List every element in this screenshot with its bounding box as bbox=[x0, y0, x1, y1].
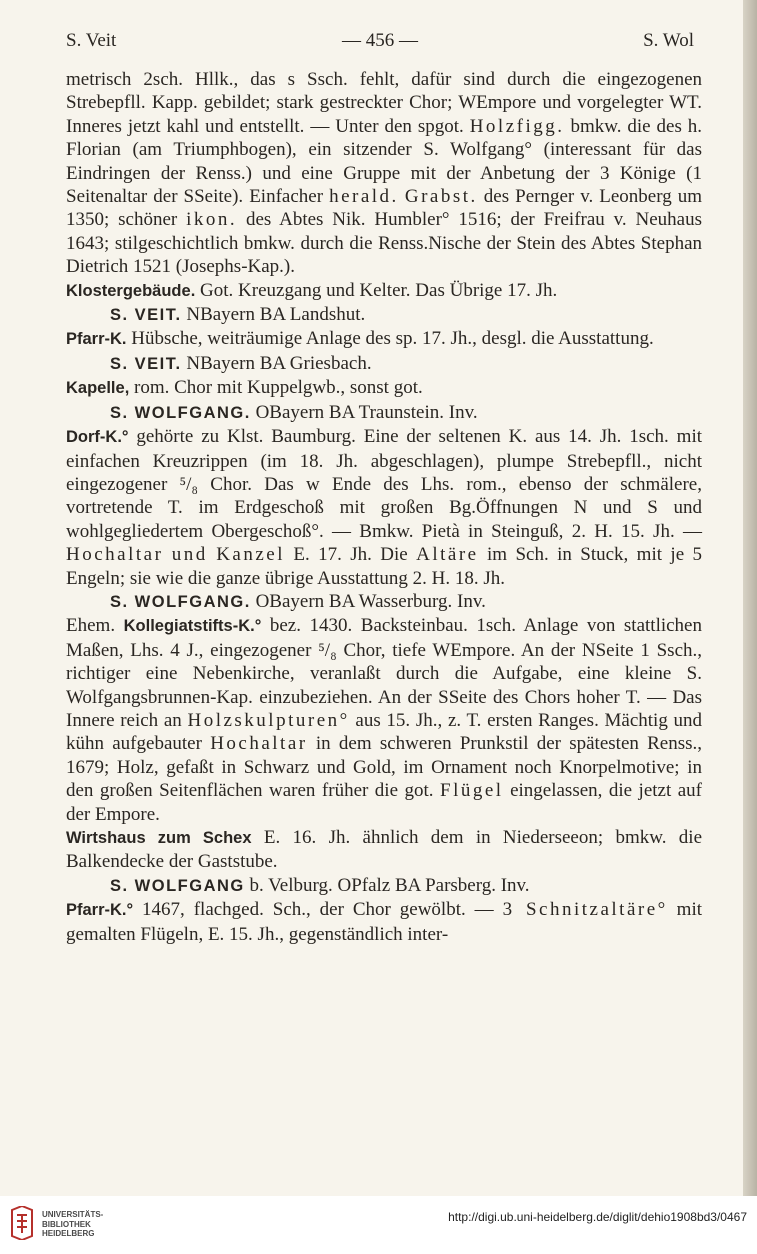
entry-heading-s-wolfgang-velburg: S. WOLFGANG b. Velburg. OPfalz BA Parsberg. Inv. bbox=[110, 874, 530, 896]
header-left: S. Veit bbox=[66, 30, 117, 51]
paragraph-pfarr-k-velburg: Pfarr-K.° 1467, flachged. Sch., der Chor gewölbt. — 3 Schnitzaltäre° mit gemalten Flügeln, E. 15. Jh., gegenständlich inter- bbox=[66, 899, 703, 945]
paragraph-klostergebaeude: Klostergebäude. Got. Kreuzgang und Kelter. Das Übrige 17. Jh. bbox=[66, 279, 558, 301]
entry-heading-s-wolfgang-traunstein: S. WOLFGANG. OBayern BA Traunstein. Inv. bbox=[110, 401, 478, 423]
university-library-logo-icon bbox=[8, 1206, 36, 1240]
header-right: S. Wol bbox=[643, 30, 694, 51]
library-name: UNIVERSITÄTS- BIBLIOTHEK HEIDELBERG bbox=[42, 1210, 104, 1238]
entry-heading-s-veit-griesbach: S. VEIT. NBayern BA Griesbach. bbox=[110, 352, 372, 374]
digitization-footer bbox=[0, 1196, 757, 1254]
paragraph-s-veit-continued: metrisch 2sch. Hllk., das s Ssch. fehlt, dafür sind durch die eingezogenen Strebepfll. Kapp. gebildet; stark gestreckter Chor; WEmpore und vorgelegter WT. Inneres jetzt kahl und entstellt. — Unter den spgot. Holzfigg. bmkw. die des h. Florian (am Triumphbogen), ein sitzender S. Wolfgang° (interessant für das Eindringen der Renss.) und eine Gruppe mit der Anbetung der 3 Könige (1 Seitenaltar der SSeite). Einfacher herald. Grabst. des Pernger v. Leonberg um 1350; schöner ikon. des Abtes Nik. Humbler° 1516; der Freifrau v. Neuhaus 1643; stilgeschichtlich bmkw. durch die Renss.Nische der Stein des Abtes Stephan Dietrich 1521 (Josephs-Kap.). bbox=[66, 69, 703, 278]
page-number: — 456 — bbox=[342, 30, 418, 51]
paragraph-kollegiatstifts-k: Ehem. Kollegiatstifts-K.° bez. 1430. Backsteinbau. 1sch. Anlage von stattlichen Maßen, Lhs. 4 J., eingezogener ⁵/₈ Chor, tiefe WEmpore. An der NSeite 1 Ssch., richtiger eine Nebenkirche, veranlaßt durch die Aufgabe, eine kleine S. Wolfgangsbrunnen-Kap. einzubeziehen. An der SSeite des Chors hoher T. — Das Innere reich an Holzskulpturen° aus 15. Jh., z. T. ersten Ranges. Mächtig und kühn aufgebauter Hochaltar in dem schweren Prunkstil der spätesten Renss., 1679; Holz, gefaßt in Schwarz und Gold, im Ornament noch Knorpelmotive; in den großen Seitenflächen waren früher die got. Flügel eingelassen, die jetzt auf der Empore. bbox=[66, 615, 703, 825]
paragraph-dorf-k-traunstein: Dorf-K.° gehörte zu Klst. Baumburg. Eine der seltenen K. aus 14. Jh. 1sch. mit einfachen Kreuzrippen (im 18. Jh. abgeschlagen), plumpe Strebepfll., nicht eingezogener ⁵/₈ Chor. Das w Ende des Lhs. rom., ebenso der schmälere, vortretende T. im Erdgeschoß mit großen Bg.Öffnungen N und S und wohlgegliedertem Obergeschoß°. — Bmkw. Pietà in Steinguß, 2. H. 15. Jh. — Hochaltar und Kanzel E. 17. Jh. Die Altäre im Sch. in Stuck, mit je 5 Engeln; sie wie die ganze übrige Ausstattung 2. H. 18. Jh. bbox=[66, 426, 703, 589]
entry-heading-s-veit-landshut: S. VEIT. NBayern BA Landshut. bbox=[110, 304, 366, 326]
paragraph-kapelle-griesbach: Kapelle, rom. Chor mit Kuppelgwb., sonst got. bbox=[66, 377, 423, 399]
entry-heading-s-wolfgang-wasserburg: S. WOLFGANG. OBayern BA Wasserburg. Inv. bbox=[110, 590, 486, 612]
paragraph-pfarr-k-landshut: Pfarr-K. Hübsche, weiträumige Anlage des sp. 17. Jh., desgl. die Ausstattung. bbox=[66, 328, 654, 350]
source-url-link[interactable]: http://digi.ub.uni-heidelberg.de/diglit/dehio1908bd3/0467 bbox=[448, 1210, 747, 1224]
running-header bbox=[66, 30, 694, 58]
page-edge bbox=[743, 0, 757, 1254]
paragraph-wirtshaus: Wirtshaus zum Schex E. 16. Jh. ähnlich dem in Niederseeon; bmkw. die Balkendecke der Gaststube. bbox=[66, 827, 703, 873]
body-text bbox=[66, 68, 702, 946]
